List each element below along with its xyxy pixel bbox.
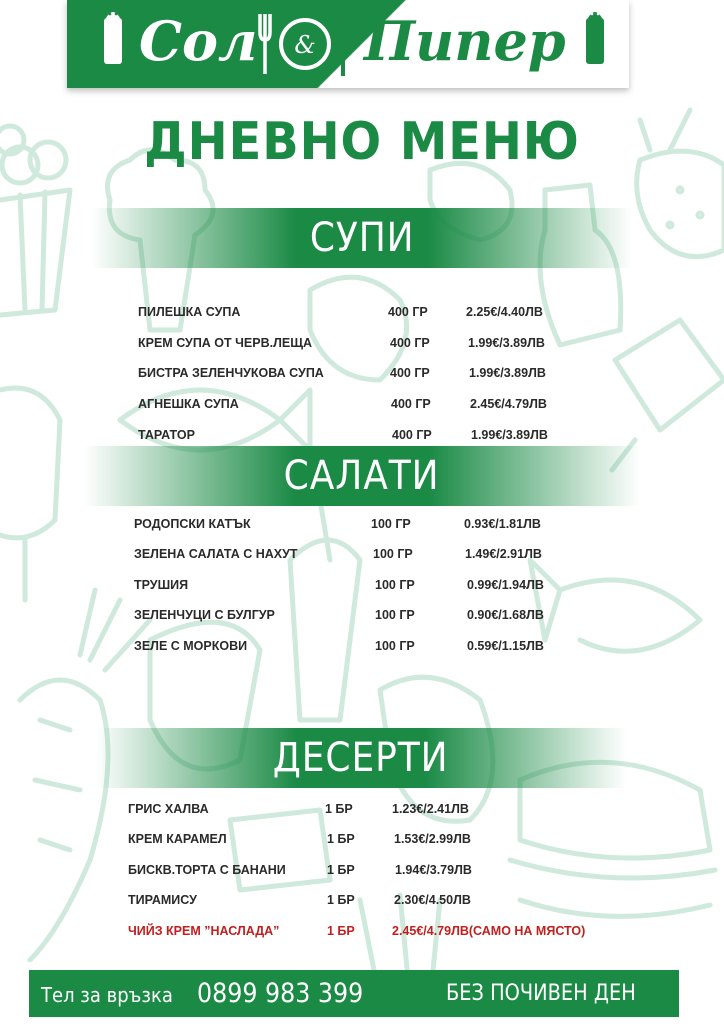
item-name: БИСТРА ЗЕЛЕНЧУКОВА СУПА: [138, 366, 324, 380]
menu-item: [138, 302, 598, 322]
menu-item: [138, 425, 598, 445]
logo-word-pepper: Пипер: [364, 9, 566, 73]
menu-item: [134, 605, 594, 625]
salt-shaker-icon: [100, 6, 126, 66]
item-name: ТИРАМИСУ: [128, 893, 197, 907]
item-quantity: 400 ГР: [392, 428, 432, 442]
menu-item: [134, 514, 594, 534]
item-quantity: 100 ГР: [375, 639, 415, 653]
item-price: 0.99€/1.94ЛВ: [467, 578, 544, 592]
item-name: АГНЕШКА СУПА: [138, 397, 239, 411]
item-quantity: 1 БР: [325, 802, 353, 816]
item-price: 1.99€/3.89ЛВ: [469, 366, 546, 380]
menu-item: [138, 394, 598, 414]
item-name: БИСКВ.ТОРТА С БАНАНИ: [128, 863, 286, 877]
item-quantity: 1 БР: [327, 832, 355, 846]
item-price: 1.99€/3.89ЛВ: [471, 428, 548, 442]
item-name: ЗЕЛЕНЧУЦИ С БУЛГУР: [134, 608, 275, 622]
menu-item: [134, 575, 594, 595]
logo-banner: [67, 0, 629, 88]
item-name: ТАРАТОР: [138, 428, 195, 442]
item-price: 1.23€/2.41ЛВ: [392, 802, 469, 816]
item-price: 1.99€/3.89ЛВ: [468, 336, 545, 350]
item-price: 1.53€/2.99ЛВ: [394, 832, 471, 846]
item-name: ЧИЙЗ КРЕМ ”НАСЛАДА”: [128, 924, 280, 938]
section-heading-desserts: ДЕСЕРТИ: [96, 728, 626, 788]
item-quantity: 100 ГР: [373, 547, 413, 561]
item-quantity: 100 ГР: [371, 517, 411, 531]
fork-spoon-plate-icon: [255, 4, 355, 82]
item-name: ГРИС ХАЛВА: [128, 802, 209, 816]
footer-bar: [29, 970, 679, 1017]
contact-label: Тел за връзка: [41, 983, 173, 1007]
item-name: ЗЕЛЕ С МОРКОВИ: [134, 639, 248, 653]
logo-word-salt: Сол: [139, 9, 258, 73]
item-price: 2.25€/4.40ЛВ: [466, 305, 543, 319]
section-heading-soups: СУПИ: [92, 208, 632, 268]
item-price: 2.45€/4.79ЛВ(САМО НА МЯСТО): [392, 924, 586, 938]
menu-item: [134, 636, 594, 656]
logo-ampersand: &: [294, 31, 316, 59]
item-quantity: 400 ГР: [391, 397, 431, 411]
phone-number[interactable]: 0899 983 399: [197, 978, 364, 1009]
item-quantity: 100 ГР: [375, 578, 415, 592]
item-quantity: 1 БР: [327, 924, 355, 938]
item-name: ТРУШИЯ: [134, 578, 189, 592]
item-price: 2.45€/4.79ЛВ: [470, 397, 547, 411]
item-name: КРЕМ СУПА ОТ ЧЕРВ.ЛЕЩА: [138, 336, 312, 350]
item-name: ЗЕЛЕНА САЛАТА С НАХУТ: [134, 547, 298, 561]
pepper-shaker-icon: [582, 6, 608, 66]
menu-item: [134, 544, 594, 564]
open-every-day-note: БЕЗ ПОЧИВЕН ДЕН: [446, 981, 636, 1006]
item-quantity: 400 ГР: [388, 305, 428, 319]
section-heading-salads: САЛАТИ: [84, 446, 640, 506]
menu-item-special: [128, 921, 628, 941]
item-price: 0.90€/1.68ЛВ: [467, 608, 544, 622]
item-quantity: 400 ГР: [390, 366, 430, 380]
item-price: 1.49€/2.91ЛВ: [465, 547, 542, 561]
page-title: ДНЕВНО МЕНЮ: [144, 112, 580, 172]
item-quantity: 100 ГР: [375, 608, 415, 622]
item-quantity: 1 БР: [327, 863, 355, 877]
item-name: КРЕМ КАРАМЕЛ: [128, 832, 227, 846]
menu-item: [138, 333, 598, 353]
item-price: 2.30€/4.50ЛВ: [394, 893, 471, 907]
item-quantity: 400 ГР: [390, 336, 430, 350]
item-price: 0.59€/1.15ЛВ: [467, 639, 544, 653]
menu-item: [128, 829, 628, 849]
menu-item: [128, 799, 628, 819]
menu-item: [128, 860, 628, 880]
item-price: 0.93€/1.81ЛВ: [464, 517, 541, 531]
item-quantity: 1 БР: [327, 893, 355, 907]
item-name: РОДОПСКИ КАТЪК: [134, 517, 251, 531]
menu-item: [138, 363, 598, 383]
item-name: ПИЛЕШКА СУПА: [138, 305, 241, 319]
menu-item: [128, 890, 628, 910]
item-price: 1.94€/3.79ЛВ: [395, 863, 472, 877]
